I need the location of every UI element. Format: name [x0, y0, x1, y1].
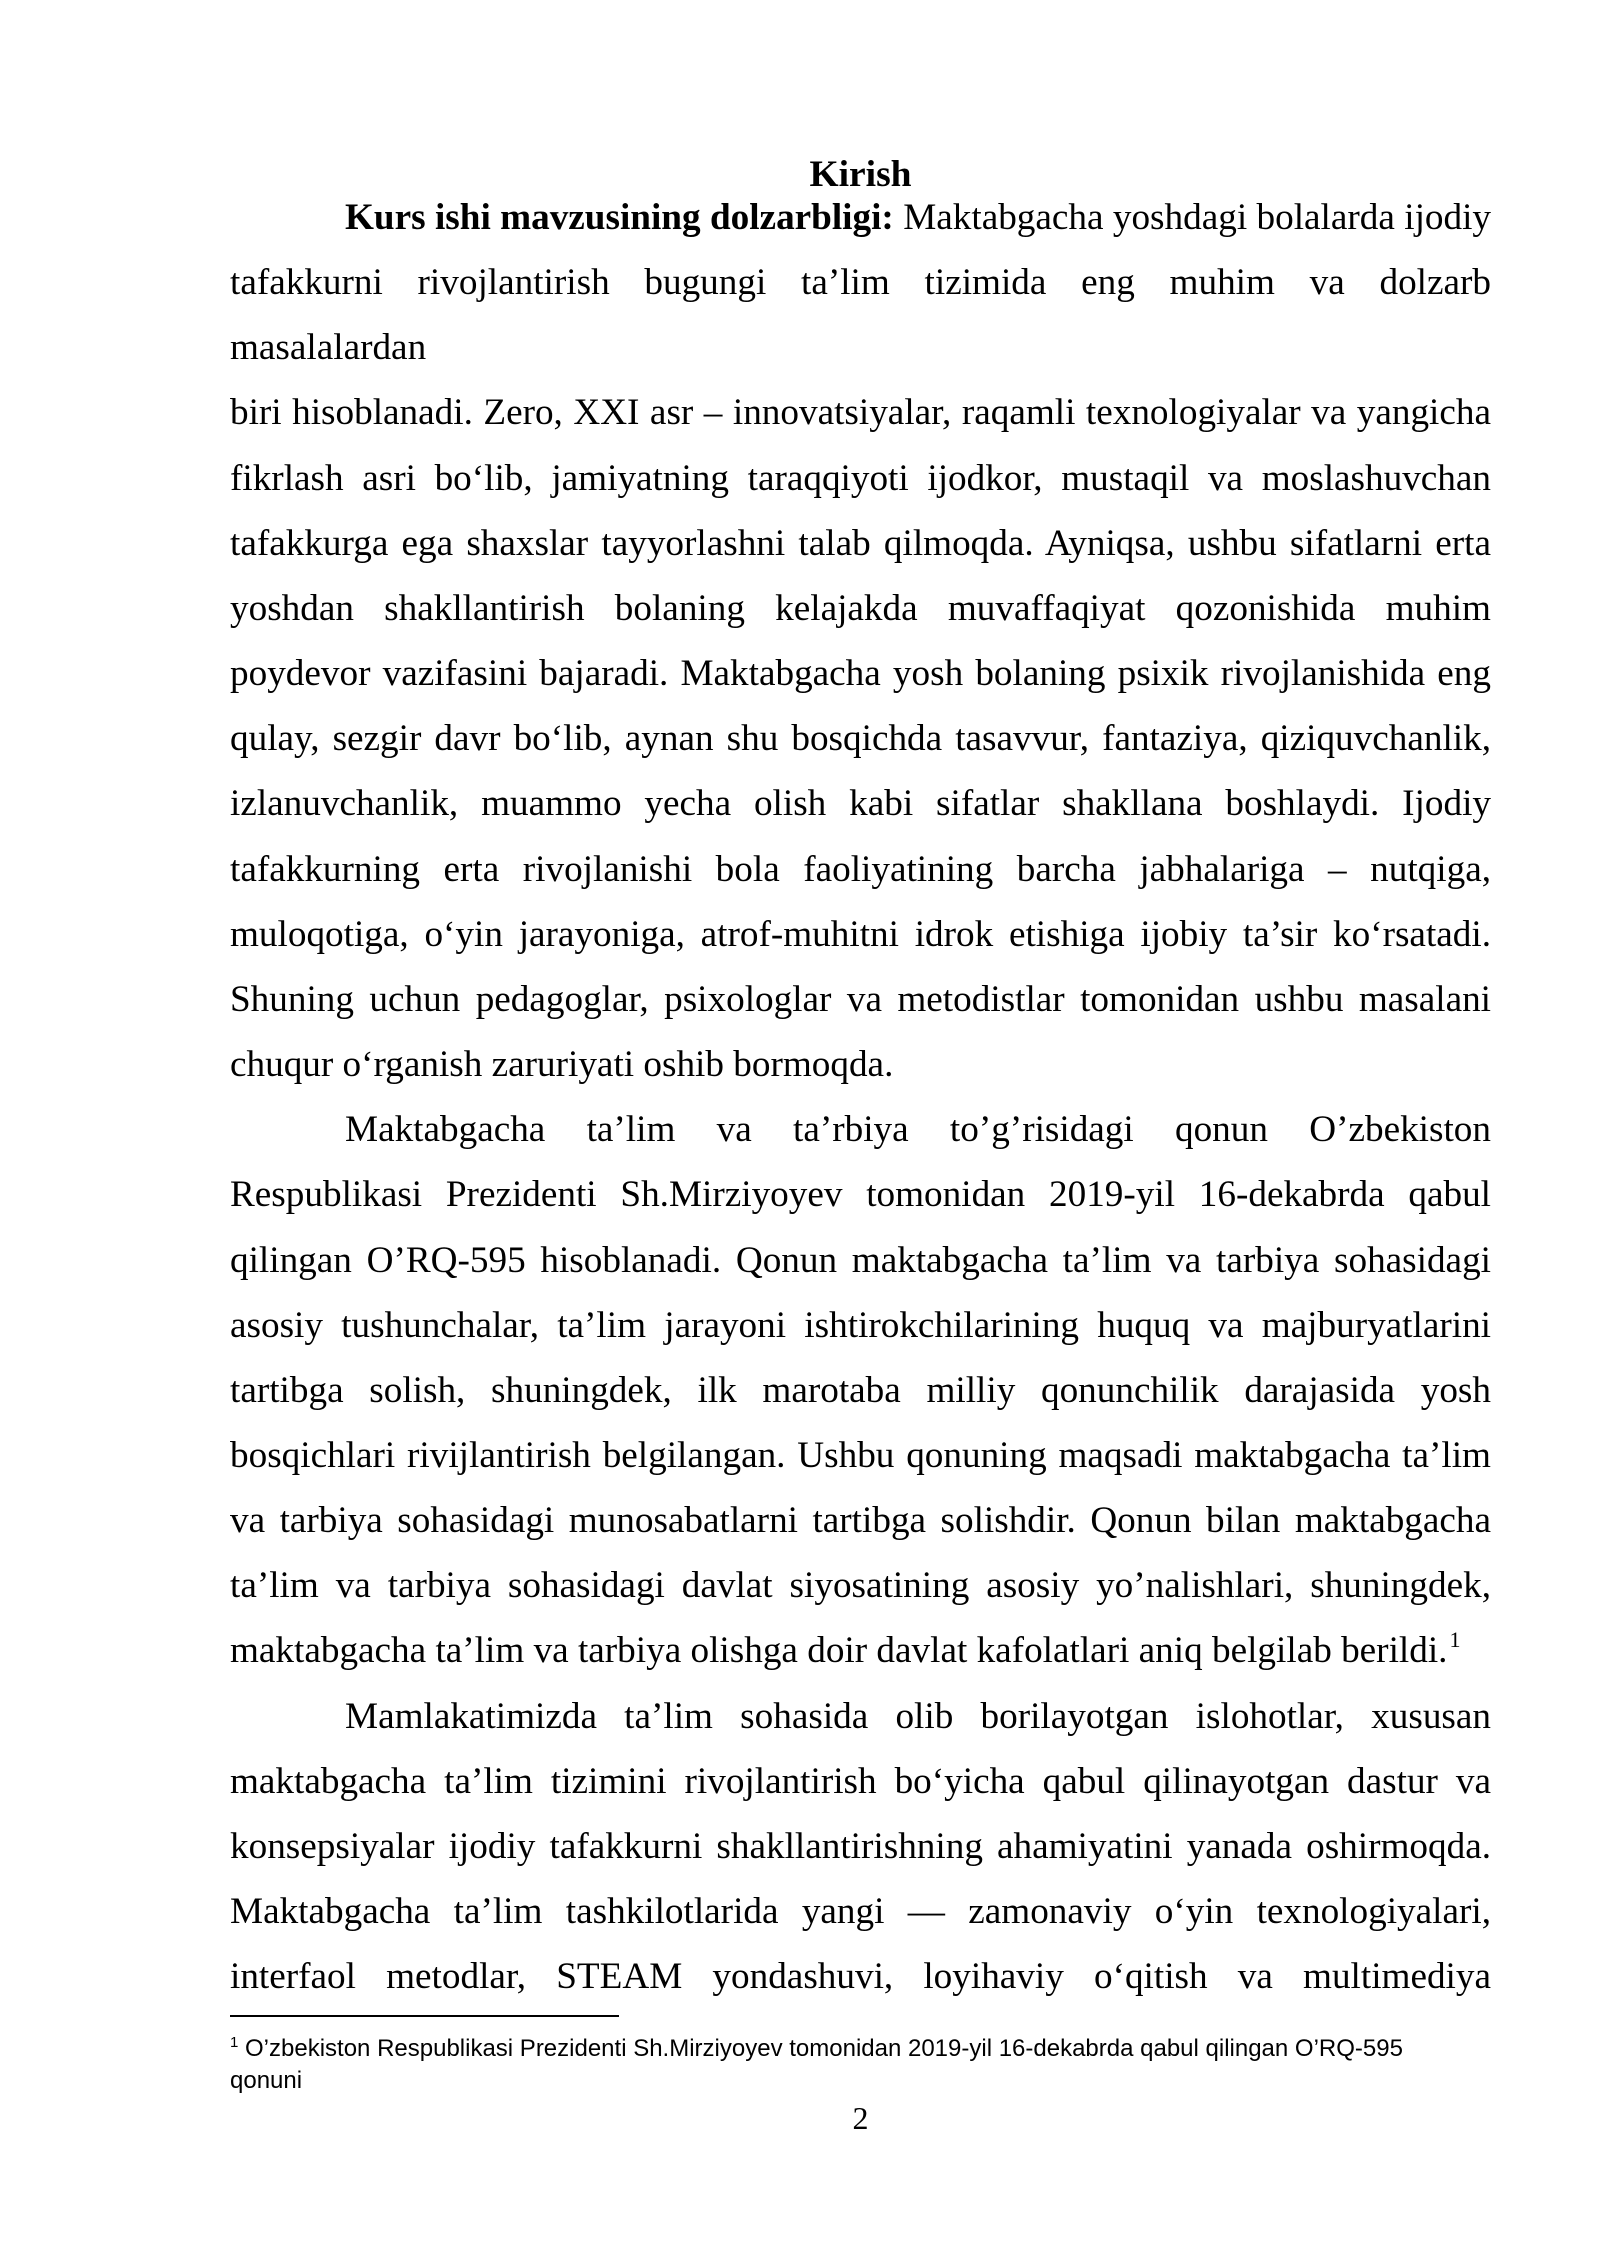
- body-text-line: biri hisoblanadi. Zero, XXI asr – innovatsiyalar, raqamli texnologiyalar va yangicha: [230, 392, 1491, 434]
- footnote-reference[interactable]: 1: [1449, 1627, 1461, 1653]
- body-text-line: qulay, sezgir davr bo‘lib, aynan shu bosqichda tasavvur, fantaziya, qiziquvchanlik,: [230, 718, 1491, 760]
- footnote-text: O’zbekiston Respublikasi Prezidenti Sh.Mirziyoyev tomonidan 2019-yil 16-dekabrda qabul qilingan O’RQ-595: [245, 2035, 1403, 2062]
- body-text-line: fikrlash asri bo‘lib, jamiyatning taraqqiyoti ijodkor, mustaqil va moslashuvchan: [230, 457, 1491, 499]
- body-text-line: muloqotiga, o‘yin jarayoniga, atrof-muhitni idrok etishiga ijobiy ta’sir ko‘rsatadi.: [230, 913, 1491, 955]
- body-text-line: Mamlakatimizda ta’lim sohasida olib borilayotgan islohotlar, xususan: [345, 1695, 1491, 1737]
- footnote: [230, 2033, 1491, 2097]
- body-text-line: tafakkurga ega shaxslar tayyorlashni talab qilmoqda. Ayniqsa, ushbu sifatlarni erta: [230, 522, 1491, 564]
- footnote-text-line: [230, 2033, 1491, 2065]
- body-text-line: yoshdan shakllantirish bolaning kelajakda muvaffaqiyat qozonishida muhim: [230, 587, 1491, 629]
- body-text-line: maktabgacha ta’lim tizimini rivojlantirish bo‘yicha qabul qilinayotgan dastur va: [230, 1760, 1491, 1802]
- body-text-line: tafakkurni rivojlantirish bugungi ta’lim tizimida eng muhim va dolzarb masalalardan: [230, 262, 1491, 369]
- body-text-line: Respublikasi Prezidenti Sh.Mirziyoyev tomonidan 2019-yil 16-dekabrda qabul: [230, 1174, 1491, 1216]
- page-number: 2: [852, 2100, 869, 2136]
- paragraph: [230, 185, 1491, 1097]
- body-text-span: Maktabgacha yoshdagi bolalarda ijodiy: [903, 197, 1492, 238]
- body-text-line: asosiy tushunchalar, ta’lim jarayoni ishtirokchilarining huquq va majburyatlarini: [230, 1304, 1491, 1346]
- section-title: Kirish: [809, 154, 912, 195]
- body-text-line: qilingan O’RQ-595 hisoblanadi. Qonun maktabgacha ta’lim va tarbiya sohasidagi: [230, 1239, 1491, 1281]
- footnote-marker: 1: [230, 2034, 239, 2051]
- body-text-line: konsepsiyalar ijodiy tafakkurni shakllantirishning ahamiyatini yanada oshirmoqda.: [230, 1825, 1491, 1867]
- body-text-line: [230, 1618, 1491, 1683]
- paragraph: [230, 1097, 1491, 1683]
- body-text-line: poydevor vazifasini bajaradi. Maktabgacha yosh bolaning psixik rivojlanishida eng: [230, 653, 1491, 695]
- body-text-line: ta’lim va tarbiya sohasidagi davlat siyosatining asosiy yo’nalishlari, shuningdek,: [230, 1565, 1491, 1607]
- section-lead-label: Kurs ishi mavzusining dolzarbligi:: [345, 197, 894, 238]
- body-text-line: interfaol metodlar, STEAM yondashuvi, loyihaviy o‘qitish va multimediya: [230, 1956, 1491, 1998]
- body-text-line: izlanuvchanlik, muammo yecha olish kabi sifatlar shakllana boshlaydi. Ijodiy: [230, 783, 1491, 825]
- body-text-line: chuqur o‘rganish zaruriyati oshib bormoqda.: [230, 1044, 894, 1086]
- body-text-line: tartibga solish, shuningdek, ilk marotaba milliy qonunchilik darajasida yosh: [230, 1369, 1491, 1411]
- body-text-line: Maktabgacha ta’lim tashkilotlarida yangi — zamonaviy o‘yin texnologiyalari,: [230, 1891, 1491, 1933]
- body-text-line: [230, 185, 1491, 250]
- footnote-text-line: qonuni: [230, 2067, 303, 2094]
- footnote-separator: [230, 2015, 619, 2017]
- body-text: [230, 185, 1491, 2009]
- body-text-span: maktabgacha ta’lim va tarbiya olishga doir davlat kafolatlari aniq belgilab berildi.: [230, 1630, 1448, 1672]
- body-text-line: Maktabgacha ta’lim va ta’rbiya to’g’risidagi qonun O’zbekiston: [345, 1109, 1491, 1151]
- body-text-line: bosqichlari rivijlantirish belgilangan. Ushbu qonuning maqsadi maktabgacha ta’lim: [230, 1434, 1491, 1476]
- body-text-line: Shuning uchun pedagoglar, psixologlar va metodistlar tomonidan ushbu masalani: [230, 978, 1491, 1020]
- paragraph: [230, 1684, 1491, 2010]
- body-text-line: tafakkurning erta rivojlanishi bola faoliyatining barcha jabhalariga – nutqiga,: [230, 848, 1491, 890]
- body-text-line: va tarbiya sohasidagi munosabatlarni tartibga solishdir. Qonun bilan maktabgacha: [230, 1500, 1491, 1542]
